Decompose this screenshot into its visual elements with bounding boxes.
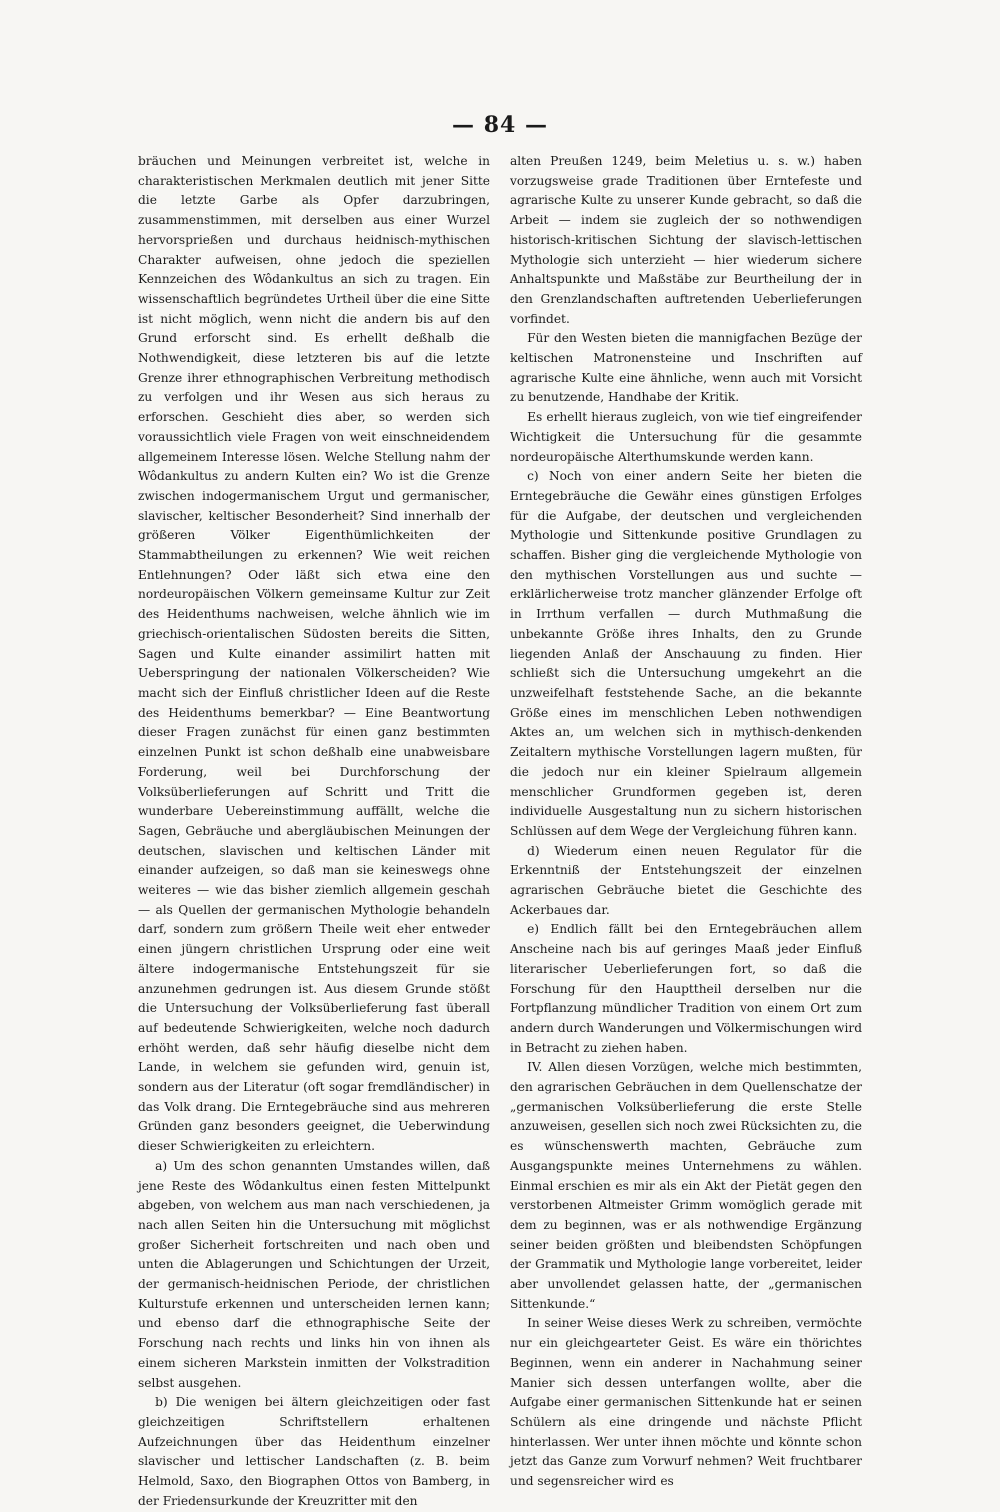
paragraph: Für den Westen bieten die mannigfachen Bezüge der keltischen Matronensteine und Inschriften auf agrarische Kulte eine ähnliche, wenn auch mit Vorsicht zu benutzende, Handhabe der Kritik. bbox=[510, 331, 862, 405]
paragraph: alten Preußen 1249, beim Meletius u. s. w.) haben vorzugsweise grade Traditionen über Erntefeste und agrarische Kulte zu unserer Kunde gebracht, so daß die Arbeit — indem sie zugleich der so nothwendigen historisch-kritischen Sichtung der slavisch-lettischen Mythologie sich unterzieht — hier wiederum sichere Anhaltspunkte und Maßstäbe zur Beurtheilung der in den Grenzlandschaften auftretenden Ueberlieferungen vorfindet. bbox=[510, 154, 862, 326]
paragraph: b) Die wenigen bei ältern gleichzeitigen oder fast gleichzeitigen Schriftstellern erhaltenen Aufzeichnungen über das Heidenthum einzelner slavischer und lettischer Landschaften (z. B. beim Helmold, Saxo, den Biographen Ottos von Bamberg, in der Friedensurkunde der Kreuzritter mit den bbox=[138, 1395, 490, 1508]
paragraph: IV. Allen diesen Vorzügen, welche mich bestimmten, den agrarischen Gebräuchen in dem Quellenschatze der „germanischen Volksüberlieferung die erste Stelle anzuweisen, gesellen sich noch zwei Rücksichten zu, die es wünschenswerth machten, Gebräuche zum Ausgangspunkte meines Unternehmens zu wählen. Einmal erschien es mir als ein Akt der Pietät gegen den verstorbenen Altmeister Grimm womöglich gerade mit dem zu beginnen, was er als nothwendige Ergänzung seiner beiden größten und bleibendsten Schöpfungen der Grammatik und Mythologie lange vorbereitet, leider aber unvollendet gelassen hatte, der „germanischen Sittenkunde.“ bbox=[510, 1060, 862, 1311]
paragraph: bräuchen und Meinungen verbreitet ist, welche in charakteristischen Merkmalen deutlich mit jener Sitte die letzte Garbe als Opfer darzubringen, zusammenstimmen, mit derselben aus einer Wurzel hervorsprießen und durchaus heidnisch-mythischen Charakter aufweisen, ohne jedoch die speziellen Kennzeichen des Wôdankultus an sich zu tragen. Ein wissenschaftlich begründetes Urtheil über die eine Sitte ist nicht möglich, wenn nicht die andern bis auf den Grund erforscht sind. Es erhellt deßhalb die Nothwendigkeit, diese letzteren bis auf die letzte Grenze ihrer ethnographischen Verbreitung methodisch zu verfolgen und ihr Wesen aus sich heraus zu erforschen. Geschieht dies aber, so werden sich voraussichtlich viele Fragen von weit einschneidendem allgemeinem Interesse lösen. Welche Stellung nahm der Wôdankultus zu andern Kulten ein? Wo ist die Grenze zwischen indogermanischem Urgut und germanischer, slavischer, keltischer Besonderheit? Sind innerhalb der größeren Völker Eigenthümlichkeiten der Stammabtheilungen zu erkennen? Wie weit reichen Entlehnungen? Oder läßt sich etwa eine den nordeuropäischen Völkern gemeinsame Kultur zur Zeit des Heidenthums nachweisen, welche ähnlich wie im griechisch-orientalischen Südosten bereits die Sitten, Sagen und Kulte einander assimilirt hatten mit Ueberspringung der nationalen Völkerscheiden? Wie macht sich der Einfluß christlicher Ideen auf die Reste des Heidenthums bemerkbar? — Eine Beantwortung dieser Fragen zunächst für einen ganz bestimmten einzelnen Punkt ist schon deßhalb eine unabweisbare Forderung, weil bei Durchforschung der Volksüberlieferungen auf Schritt und Tritt die wunderbare Uebereinstimmung auffällt, welche die Sagen, Gebräuche und abergläubischen Meinungen der deutschen, slavischen und keltischen Länder mit einander aufzeigen, so daß man sie keineswegs ohne weiteres — wie das bisher ziemlich allgemein geschah — als Quellen der germanischen Mythologie behandeln darf, sondern zum größern Theile weit eher entweder einen jüngern christlichen Ursprung oder eine weit ältere indogermanische Entstehungszeit für sie anzunehmen gedrungen ist. Aus diesem Grunde stößt die Untersuchung der Volksüberlieferung fast überall auf bedeutende Schwierigkeiten, welche noch dadurch erhöht werden, daß sehr häufig dieselbe nicht dem Lande, in welchem sie gefunden wird, genuin ist, sondern aus der Literatur (oft sogar fremdländischer) in das Volk drang. Die Erntegebräuche sind aus mehreren Gründen ganz besonders geeignet, die Ueberwindung dieser Schwierigkeiten zu erleichtern. bbox=[138, 154, 490, 1154]
page-number: — 84 — bbox=[452, 112, 548, 138]
right-column bbox=[510, 152, 862, 1492]
paragraph: c) Noch von einer andern Seite her bieten die Erntegebräuche die Gewähr eines günstigen Erfolges für die Aufgabe, der deutschen und vergleichenden Mythologie und Sittenkunde positive Grundlagen zu schaffen. Bisher ging die vergleichende Mythologie von den mythischen Vorstellungen aus und suchte — erklärlicherweise trotz mancher glänzender Erfolge oft in Irrthum verfallen — durch Muthmaßung die unbekannte Größe ihres Inhalts, den zu Grunde liegenden Anlaß der Anschauung zu finden. Hier schließt sich die Untersuchung umgekehrt an die unzweifelhaft feststehende Sache, an die bekannte Größe eines im menschlichen Leben nothwendigen Aktes an, um welchen sich in mythisch-denkenden Zeitaltern mythische Vorstellungen lagern mußten, für die jedoch nur ein kleiner Spielraum allgemein menschlicher Grundformen gegeben ist, deren individuelle Ausgestaltung nun zu sichern historischen Schlüssen auf dem Wege der Vergleichung führen kann. bbox=[510, 469, 862, 838]
paragraph: a) Um des schon genannten Umstandes willen, daß jene Reste des Wôdankultus einen festen Mittelpunkt abgeben, von welchem aus man nach verschiedenen, ja nach allen Seiten hin die Untersuchung mit möglichst großer Sicherheit fortschreiten und nach oben und unten die Ablagerungen und Schichtungen der Urzeit, der germanisch-heidnischen Periode, der christlichen Kulturstufe erkennen und unterscheiden lernen kann; und ebenso darf die ethnographische Seite der Forschung nach rechts und links hin von ihnen als einem sicheren Markstein inmitten der Volkstradition selbst ausgehen. bbox=[138, 1158, 490, 1390]
paragraph: d) Wiederum einen neuen Regulator für die Erkenntniß der Entstehungszeit der einzelnen agrarischen Gebräuche bietet die Geschichte des Ackerbaues dar. bbox=[510, 843, 862, 917]
paragraph: Es erhellt hieraus zugleich, von wie tief eingreifender Wichtigkeit die Untersuchung für die gesammte nordeuropäische Alterthumskunde werden kann. bbox=[510, 410, 862, 464]
paragraph: In seiner Weise dieses Werk zu schreiben, vermöchte nur ein gleichgearteter Geist. Es wäre ein thörichtes Beginnen, wenn ein anderer in Nachahmung seiner Manier sich dessen unterfangen wollte, aber die Aufgabe einer germanischen Sittenkunde hat er seinen Schülern als eine dringende und nächste Pflicht hinterlassen. Wer unter ihnen möchte und könnte schon jetzt das Ganze zum Vorwurf nehmen? Weit fruchtbarer und segensreicher wird es bbox=[510, 1316, 862, 1489]
left-column bbox=[138, 152, 490, 1512]
paragraph: e) Endlich fällt bei den Erntegebräuchen allem Anscheine nach bis auf geringes Maaß jeder Einfluß literarischer Ueberlieferungen fort, so daß die Forschung für den Haupttheil derselben nur die Fortpflanzung mündlicher Tradition von einem Ort zum andern durch Wanderungen und Völkermischungen wird in Betracht zu ziehen haben. bbox=[510, 922, 862, 1055]
